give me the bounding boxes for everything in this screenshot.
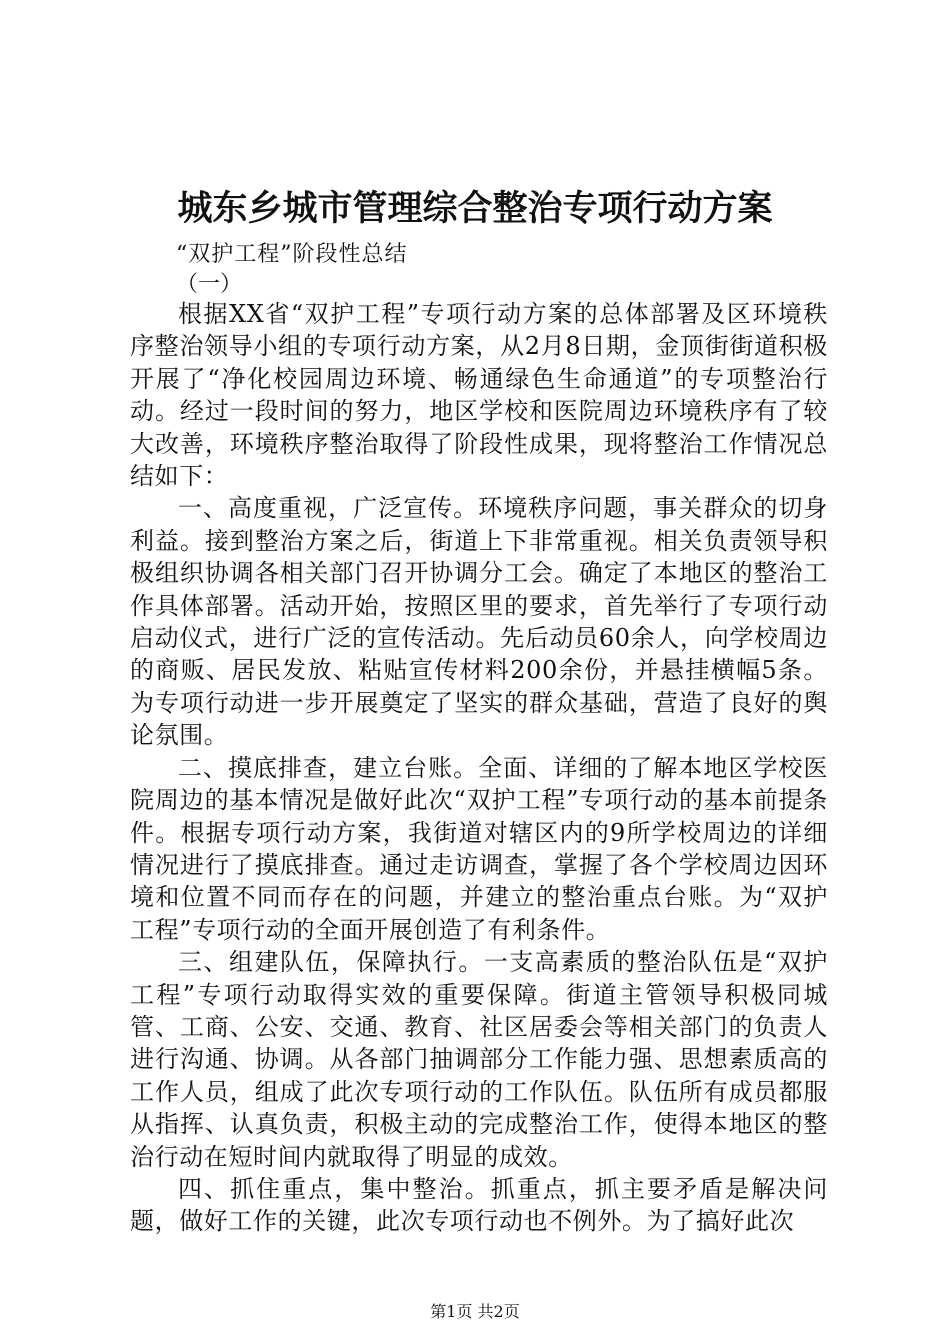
- paragraph: 三、组建队伍，保障执行。一支高素质的整治队伍是“双护工程”专项行动取得实效的重要保障。街道主管领导积极同城管、工商、公安、交通、教育、社区居委会等相关部门的负责人进行沟通、协调。从各部门抽调部分工作能力强、思想素质高的工作人员，组成了此次专项行动的工作队伍。队伍所有成员都服从指挥、认真负责，积极主动的完成整治工作，使得本地区的整治行动在短时间内就取得了明显的成效。: [130, 948, 828, 1171]
- paragraph: 二、摸底排查，建立台账。全面、详细的了解本地区学校医院周边的基本情况是做好此次“双护工程”专项行动的基本前提条件。根据专项行动方案，我街道对辖区内的9所学校周边的详细情况进行了摸底排查。通过走访调查，掌握了各个学校周边因环境和位置不同而存在的问题，并建立的整治重点台账。为“双护工程”专项行动的全面开展创造了有利条件。: [130, 753, 828, 944]
- page-footer: 第1页 共2页: [430, 1302, 520, 1321]
- document-title: 城东乡城市管理综合整治专项行动方案: [177, 189, 773, 229]
- paragraph: 一、高度重视，广泛宣传。环境秩序问题，事关群众的切身利益。接到整治方案之后，街道上下非常重视。相关负责领导积极组织协调各相关部门召开协调分工会。确定了本地区的整治工作具体部署。活动开始，按照区里的要求，首先举行了专项行动启动仪式，进行广泛的宣传活动。先后动员60余人，向学校周边的商贩、居民发放、粘贴宣传材料200余份，并悬挂横幅5条。为专项行动进一步开展奠定了坚实的群众基础，营造了良好的舆论氛围。: [130, 494, 828, 750]
- section-mark: （一）: [176, 272, 243, 297]
- paragraph: 根据XX省“双护工程”专项行动方案的总体部署及区环境秩序整治领导小组的专项行动方案，从2月8日期，金顶街街道积极开展了“净化校园周边环境、畅通绿色生命通道”的专项整治行动。经过一段时间的努力，地区学校和医院周边环境秩序有了较大改善，环境秩序整治取得了阶段性成果，现将整治工作情况总结如下：: [130, 300, 828, 491]
- document-subtitle: “双护工程”阶段性总结: [176, 242, 408, 267]
- paragraph: 四、抓住重点，集中整治。抓重点，抓主要矛盾是解决问题，做好工作的关键，此次专项行动也不例外。为了搞好此次: [130, 1174, 828, 1236]
- document-body: [130, 298, 828, 1238]
